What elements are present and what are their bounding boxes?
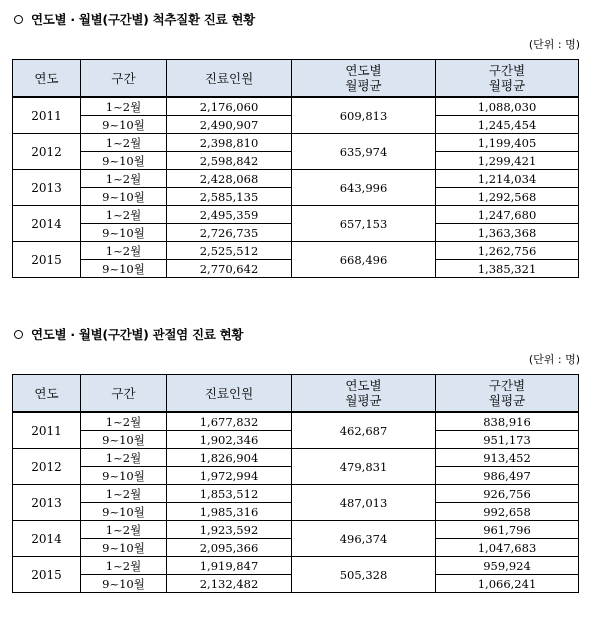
table-row xyxy=(13,557,579,575)
year-cell: 2011 xyxy=(13,97,81,134)
yearly-avg-cell: 487,013 xyxy=(292,485,436,521)
header-patients: 진료인원 xyxy=(167,375,292,413)
period-avg-cell: 926,756 xyxy=(436,485,579,503)
patients-cell: 1,853,512 xyxy=(167,485,292,503)
period-cell: 9~10월 xyxy=(81,503,167,521)
table-row xyxy=(13,521,579,539)
period-cell: 1~2월 xyxy=(81,412,167,431)
header-period-avg-line2: 월평균 xyxy=(488,393,526,408)
period-avg-cell: 1,088,030 xyxy=(436,97,579,116)
section-title xyxy=(14,325,243,343)
period-avg-cell: 1,262,756 xyxy=(436,242,579,260)
period-avg-cell: 1,292,568 xyxy=(436,188,579,206)
period-avg-cell: 1,299,421 xyxy=(436,152,579,170)
patients-cell: 1,677,832 xyxy=(167,412,292,431)
period-cell: 1~2월 xyxy=(81,557,167,575)
period-cell: 1~2월 xyxy=(81,97,167,116)
header-yearly-avg-line2: 월평균 xyxy=(345,78,382,93)
yearly-avg-cell: 505,328 xyxy=(292,557,436,593)
period-avg-cell: 1,363,368 xyxy=(436,224,579,242)
table-row xyxy=(13,449,579,467)
patients-cell: 2,176,060 xyxy=(167,97,292,116)
period-cell: 9~10월 xyxy=(81,431,167,449)
period-avg-cell: 986,497 xyxy=(436,467,579,485)
period-avg-cell: 1,047,683 xyxy=(436,539,579,557)
period-avg-cell: 1,385,321 xyxy=(436,260,579,278)
patients-cell: 1,902,346 xyxy=(167,431,292,449)
patients-cell: 2,495,359 xyxy=(167,206,292,224)
patients-cell: 2,525,512 xyxy=(167,242,292,260)
yearly-avg-cell: 479,831 xyxy=(292,449,436,485)
period-cell: 9~10월 xyxy=(81,575,167,593)
header-period-avg xyxy=(436,60,579,98)
period-cell: 9~10월 xyxy=(81,467,167,485)
section-title xyxy=(14,10,255,28)
section-title-text: 연도별 · 월별(구간별) 관절염 진료 현황 xyxy=(31,327,244,342)
table-row xyxy=(13,206,579,224)
period-cell: 1~2월 xyxy=(81,242,167,260)
header-period-avg-line1: 구간별 xyxy=(488,63,526,78)
year-cell: 2011 xyxy=(13,412,81,449)
year-cell: 2014 xyxy=(13,206,81,242)
header-year: 연도 xyxy=(13,60,81,98)
header-period-avg xyxy=(436,375,579,413)
patients-cell: 1,985,316 xyxy=(167,503,292,521)
header-year: 연도 xyxy=(13,375,81,413)
period-avg-cell: 1,066,241 xyxy=(436,575,579,593)
header-yearly-avg xyxy=(292,60,436,98)
period-cell: 1~2월 xyxy=(81,134,167,152)
period-avg-cell: 1,247,680 xyxy=(436,206,579,224)
patients-cell: 2,132,482 xyxy=(167,575,292,593)
year-cell: 2014 xyxy=(13,521,81,557)
patients-cell: 2,585,135 xyxy=(167,188,292,206)
unit-label: (단위 : 명) xyxy=(528,38,580,51)
header-row xyxy=(13,60,579,98)
patients-cell: 1,972,994 xyxy=(167,467,292,485)
year-cell: 2015 xyxy=(13,242,81,278)
period-cell: 1~2월 xyxy=(81,521,167,539)
yearly-avg-cell: 496,374 xyxy=(292,521,436,557)
patients-cell: 2,095,366 xyxy=(167,539,292,557)
period-cell: 1~2월 xyxy=(81,206,167,224)
section-title-text: 연도별 · 월별(구간별) 척추질환 진료 현황 xyxy=(31,12,255,27)
patients-cell: 2,398,810 xyxy=(167,134,292,152)
data-table xyxy=(12,374,579,593)
period-avg-cell: 959,924 xyxy=(436,557,579,575)
period-cell: 1~2월 xyxy=(81,449,167,467)
yearly-avg-cell: 668,496 xyxy=(292,242,436,278)
yearly-avg-cell: 657,153 xyxy=(292,206,436,242)
patients-cell: 2,428,068 xyxy=(167,170,292,188)
yearly-avg-cell: 635,974 xyxy=(292,134,436,170)
patients-cell: 2,726,735 xyxy=(167,224,292,242)
header-yearly-avg-line2: 월평균 xyxy=(345,393,382,408)
table-row xyxy=(13,134,579,152)
period-cell: 9~10월 xyxy=(81,188,167,206)
table-row xyxy=(13,242,579,260)
unit-label: (단위 : 명) xyxy=(528,353,580,366)
year-cell: 2013 xyxy=(13,485,81,521)
year-cell: 2012 xyxy=(13,134,81,170)
period-cell: 9~10월 xyxy=(81,152,167,170)
period-avg-cell: 961,796 xyxy=(436,521,579,539)
header-patients: 진료인원 xyxy=(167,60,292,98)
period-avg-cell: 951,173 xyxy=(436,431,579,449)
period-cell: 9~10월 xyxy=(81,539,167,557)
header-yearly-avg xyxy=(292,375,436,413)
yearly-avg-cell: 643,996 xyxy=(292,170,436,206)
patients-cell: 2,770,642 xyxy=(167,260,292,278)
header-period-avg-line2: 월평균 xyxy=(488,78,526,93)
year-cell: 2013 xyxy=(13,170,81,206)
table-row xyxy=(13,412,579,431)
header-yearly-avg-line1: 연도별 xyxy=(345,378,382,393)
period-cell: 9~10월 xyxy=(81,260,167,278)
patients-cell: 1,826,904 xyxy=(167,449,292,467)
period-cell: 9~10월 xyxy=(81,224,167,242)
header-period: 구간 xyxy=(81,375,167,413)
period-cell: 9~10월 xyxy=(81,116,167,134)
yearly-avg-cell: 462,687 xyxy=(292,412,436,449)
period-avg-cell: 992,658 xyxy=(436,503,579,521)
data-table xyxy=(12,59,579,278)
period-avg-cell: 1,214,034 xyxy=(436,170,579,188)
header-yearly-avg-line1: 연도별 xyxy=(345,63,382,78)
patients-cell: 1,919,847 xyxy=(167,557,292,575)
circle-bullet-icon xyxy=(14,15,23,24)
period-avg-cell: 913,452 xyxy=(436,449,579,467)
period-avg-cell: 838,916 xyxy=(436,412,579,431)
table-row xyxy=(13,170,579,188)
header-row xyxy=(13,375,579,413)
period-avg-cell: 1,245,454 xyxy=(436,116,579,134)
header-period-avg-line1: 구간별 xyxy=(488,378,526,393)
yearly-avg-cell: 609,813 xyxy=(292,97,436,134)
period-cell: 1~2월 xyxy=(81,170,167,188)
year-cell: 2015 xyxy=(13,557,81,593)
table-row xyxy=(13,97,579,116)
patients-cell: 1,923,592 xyxy=(167,521,292,539)
period-cell: 1~2월 xyxy=(81,485,167,503)
year-cell: 2012 xyxy=(13,449,81,485)
patients-cell: 2,490,907 xyxy=(167,116,292,134)
header-period: 구간 xyxy=(81,60,167,98)
circle-bullet-icon xyxy=(14,330,23,339)
patients-cell: 2,598,842 xyxy=(167,152,292,170)
period-avg-cell: 1,199,405 xyxy=(436,134,579,152)
table-row xyxy=(13,485,579,503)
